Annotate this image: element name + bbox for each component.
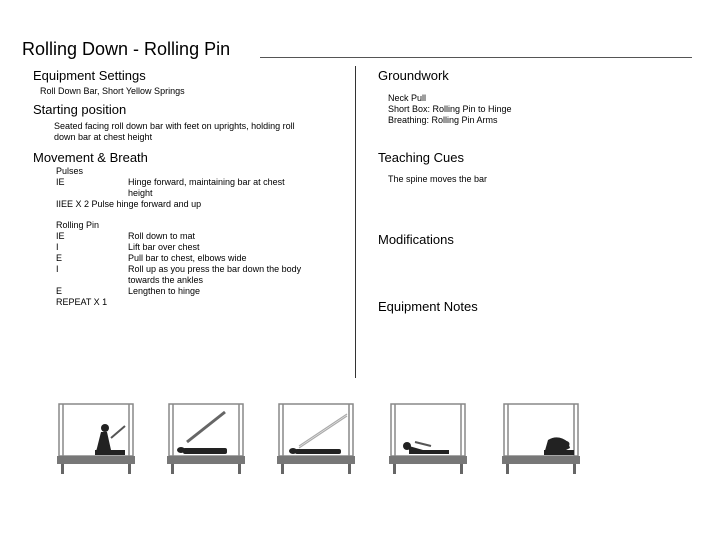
rolling-pin-repeat: REPEAT X 1 (56, 297, 108, 307)
rolling-pin-instruction: towards the ankles (128, 275, 204, 285)
groundwork-heading: Groundwork (378, 68, 449, 83)
pulses-breath: IE (56, 177, 65, 187)
page-title: Rolling Down - Rolling Pin (22, 39, 231, 59)
cadillac-illustration-2 (165, 398, 247, 480)
title-underline (260, 57, 692, 58)
starting-position-line-2: down bar at chest height (54, 132, 153, 142)
rolling-pin-row (56, 286, 346, 297)
photo-rolling-up-pressing-bar (387, 398, 469, 480)
starting-position-line-1: Seated facing roll down bar with feet on uprights, holding roll (54, 121, 295, 131)
column-divider (355, 66, 356, 378)
groundwork-item: Neck Pull (388, 93, 427, 103)
photo-rolling-down-bar-overhead (165, 398, 247, 480)
rolling-pin-instruction: Pull bar to chest, elbows wide (128, 253, 247, 263)
cadillac-illustration-1 (55, 398, 137, 480)
pulses-block (56, 166, 346, 210)
rolling-pin-instruction: Roll down to mat (128, 231, 196, 241)
rolling-pin-breath: IE (56, 231, 65, 241)
pulses-instruction-line-2: height (128, 188, 153, 198)
equipment-settings-heading: Equipment Settings (33, 68, 146, 83)
teaching-cues-text: The spine moves the bar (388, 174, 488, 184)
groundwork-list (388, 93, 512, 126)
rolling-pin-label: Rolling Pin (56, 220, 100, 230)
teaching-cues-heading: Teaching Cues (378, 150, 464, 165)
starting-position-heading: Starting position (33, 102, 127, 117)
pulses-row (56, 177, 346, 199)
rolling-pin-row (56, 231, 346, 242)
photo-seated-holding-bar (55, 398, 137, 480)
rolling-pin-breath: E (56, 286, 63, 296)
rolling-pin-row (56, 275, 346, 286)
equipment-settings-text: Roll Down Bar, Short Yellow Springs (40, 86, 185, 96)
rolling-pin-breath: I (56, 264, 59, 274)
movement-breath-heading: Movement & Breath (33, 150, 148, 165)
pulses-instruction (128, 177, 346, 199)
rolling-pin-instruction: Lengthen to hinge (128, 286, 201, 296)
photo-hinge-forward (500, 398, 582, 480)
rolling-pin-row (56, 242, 346, 253)
groundwork-item: Breathing: Rolling Pin Arms (388, 115, 498, 125)
rolling-pin-breath: E (56, 253, 63, 263)
equipment-notes-heading: Equipment Notes (378, 299, 478, 314)
pulses-label: Pulses (56, 166, 84, 176)
cadillac-illustration-3 (275, 398, 357, 480)
modifications-heading: Modifications (378, 232, 454, 247)
rolling-pin-row (56, 264, 346, 275)
rolling-pin-breath (56, 275, 128, 286)
rolling-pin-row (56, 253, 346, 264)
cadillac-illustration-5 (500, 398, 582, 480)
groundwork-item: Short Box: Rolling Pin to Hinge (388, 104, 512, 114)
rolling-pin-breath: I (56, 242, 59, 252)
rolling-pin-instruction: Roll up as you press the bar down the body (128, 264, 302, 274)
rolling-pin-block (56, 220, 346, 308)
cadillac-illustration-4 (387, 398, 469, 480)
rolling-pin-instruction: Lift bar over chest (128, 242, 200, 252)
pulses-instruction-line-1: Hinge forward, maintaining bar at chest (128, 177, 285, 187)
photo-lying-bar-over-chest (275, 398, 357, 480)
pulses-repeat: IIEE X 2 Pulse hinge forward and up (56, 199, 202, 209)
